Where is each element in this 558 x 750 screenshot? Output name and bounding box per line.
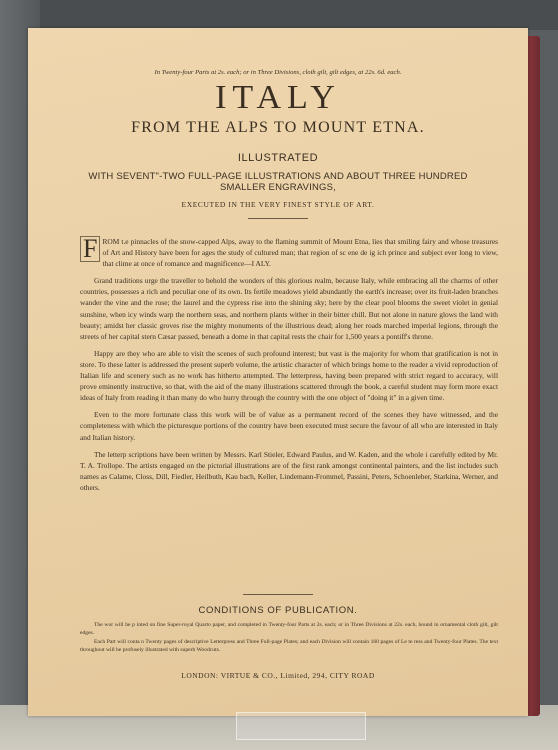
executed-line: EXECUTED IN THE VERY FINEST STYLE OF ART. <box>181 200 375 209</box>
acrylic-stand <box>236 712 366 740</box>
conditions-text <box>80 621 498 655</box>
paragraph: Happy are they who are able to visit the scenes of such profound interest; but vast is the majority for whom that gratification is not in store. To these latter is addressed the present superb volume, the artistic character of which brings home to the reader a vivid reproduction of Italian life and scenery such as no work has hitherto attempted. The letterpress, having been prepared with strict regard to accuracy, will prove eminently instructive, so that, with the aid of the many illustrations scattered through the book, a careful student may form more exact ideas of Italy from reading it than many do who hurry through the country with the one object of "doing it" in a given time. <box>80 348 498 403</box>
publisher-imprint: LONDON: VIRTUE & CO., Limited, 294, CITY ROAD <box>181 671 375 680</box>
drop-cap: F <box>80 236 100 262</box>
conditions-heading: CONDITIONS OF PUBLICATION. <box>198 605 358 616</box>
page-title: ITALY <box>215 79 341 116</box>
price-line: In Twenty-four Parts at 2s. each; or in Three Divisions, cloth gilt, gilt edges, at 22s. 6d. each. <box>154 69 402 76</box>
paragraph: The wor will be p inted on fine Super-royal Quarto paper, and completed in Twenty-four Parts at 2s. each; or in Three Divisions at 22s. each, bound in ornamental cloth gilt, gilt edges. <box>80 622 498 636</box>
divider <box>248 218 308 219</box>
body-text <box>80 236 498 499</box>
paragraph: The letterp scriptions have been written by Messrs. Karl Stieler, Edward Paulus, and W. Kaden, and the whole i carefully edited by Mr. T. A. Trollope. The artists engaged on the pictorial illustrations are of the first rank amongst continental painters, and the list includes such names as Calame, Closs, Dill, Fiedler, Heilbuth, Kau bach, Keller, Lindemann-Frommel, Passini, Peters, Schoenleber, Starkina, Werner, and others. <box>80 449 498 492</box>
paragraph: Grand traditions urge the traveller to behold the wonders of this glorious realm, because Italy, while embracing all the charms of other countries, possesses a rich and peculiar one of its own. Its fertile meadows yield abundantly the earth's increase; over its fruit-laden branches wander the vine and the rose; the laurel and the cypress rise into the shining sky; here by the clear pool blooms the sweet violet in genial sunshine, when icy winds warp the northern seas, and northern plants wither in their bitter chill. But not alone in nature glows the land with beauty; amidst her classic groves rise the mighty monuments of the illustrious dead; along her roads marched imperial legions, through the streets of her capital stern Cæsar passed, beneath a dome in that capital rests the chair for 1,500 years a pontiff's throne. <box>80 276 498 341</box>
paragraph-text: ROM t.e pinnacles of the snow-capped Alps, away to the flaming summit of Mount Etna, lies that smiling fairy and whose treasures of Art and History have been for ages the study of cultured man; that region of sc ene de ig ich prince and subject ever long to view, that clime at once of romance and magnificence—I ALY. <box>102 237 498 269</box>
paragraph <box>80 236 498 269</box>
background-wall <box>0 0 558 30</box>
divider <box>243 594 313 595</box>
page-subtitle: FROM THE ALPS TO MOUNT ETNA. <box>131 119 425 136</box>
paragraph: Each Part will conta n Twenty pages of descriptive Letterpress and Three Full-page Plates; and each Division will contain 160 pages of Le te ress and Twenty-four Plates. The text throughout will be profusely illustrated with superb Woodcuts. <box>80 639 498 653</box>
illustrated-heading: ILLUSTRATED <box>237 152 319 164</box>
illustrations-line: WITH SEVENT"-TWO FULL-PAGE ILLUSTRATIONS AND ABOUT THREE HUNDRED SMALLER ENGRAVINGS, <box>88 171 468 193</box>
document-page <box>28 28 528 716</box>
paragraph: Even to the more fortunate class this work will be of value as a permanent record of the scenes they have witnessed, and the completeness with which the picturesque portions of the country have been executed must secure the favour of all who are interested in Italy and Italian history. <box>80 410 498 442</box>
